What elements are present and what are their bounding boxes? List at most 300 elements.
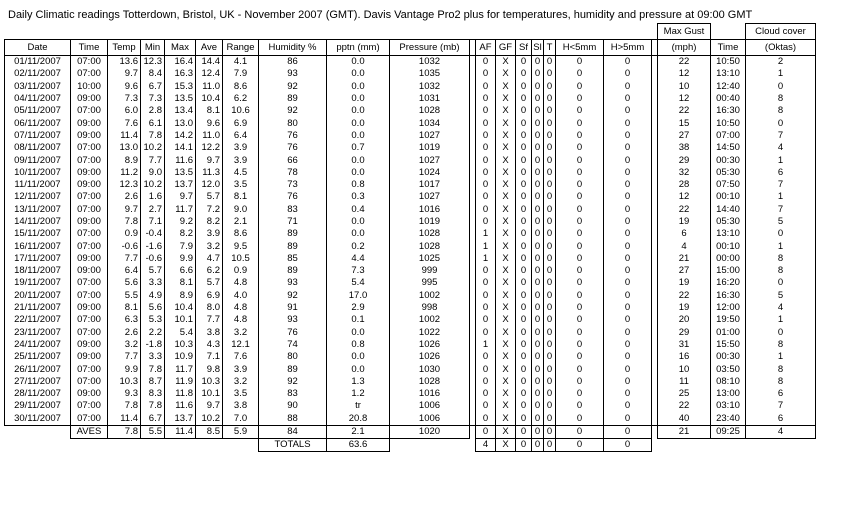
cell-sl: 0 <box>532 363 544 375</box>
cell-temp: 11.4 <box>108 413 141 426</box>
cell-af: 0 <box>476 179 496 191</box>
cell-sl: 0 <box>532 302 544 314</box>
cell-gust-time: 00:30 <box>711 351 746 363</box>
cell-humidity: 80 <box>259 351 327 363</box>
cell-sl: 0 <box>532 240 544 252</box>
cell-cloud: 7 <box>746 400 816 412</box>
cell-sf: 0 <box>516 400 532 412</box>
cell-min: 3.3 <box>141 277 165 289</box>
cell-pptn: 20.8 <box>327 413 390 426</box>
cell-gf: X <box>496 388 516 400</box>
cell-sl: 0 <box>532 327 544 339</box>
cell-ave: 12.2 <box>196 142 223 154</box>
cell-gust-time: 16:30 <box>711 290 746 302</box>
cell-range: 7.0 <box>223 413 259 426</box>
cell-humidity: 89 <box>259 93 327 105</box>
cell-min: 6.7 <box>141 413 165 426</box>
totals-t: 0 <box>544 438 556 451</box>
cell-t: 0 <box>544 216 556 228</box>
cell-ave: 10.3 <box>196 376 223 388</box>
cell-date: 26/11/2007 <box>5 363 71 375</box>
cell-af: 0 <box>476 204 496 216</box>
table-row <box>5 117 816 129</box>
cell-date: 11/11/2007 <box>5 179 71 191</box>
cell-max: 8.2 <box>165 228 196 240</box>
aves-pressure: 1020 <box>390 425 470 438</box>
cell-sl: 0 <box>532 228 544 240</box>
cell-min: -0.4 <box>141 228 165 240</box>
cell-ave: 3.9 <box>196 228 223 240</box>
cell-range: 12.1 <box>223 339 259 351</box>
cell-gust: 11 <box>658 376 711 388</box>
totals-gf: X <box>496 438 516 451</box>
header-max: Max <box>165 40 196 56</box>
table-row <box>5 265 816 277</box>
cell-humidity: 85 <box>259 253 327 265</box>
cell-time: 07:00 <box>71 142 108 154</box>
cell-humidity: 92 <box>259 376 327 388</box>
cell-cloud: 4 <box>746 302 816 314</box>
totals-h-lt-5mm: 0 <box>556 438 604 451</box>
cell-ave: 12.4 <box>196 68 223 80</box>
cell-h-gt-5mm: 0 <box>604 68 652 80</box>
cell-gf: X <box>496 228 516 240</box>
cell-gf: X <box>496 93 516 105</box>
cell-temp: 5.5 <box>108 290 141 302</box>
cell-humidity: 91 <box>259 302 327 314</box>
cell-t: 0 <box>544 363 556 375</box>
cell-time: 09:00 <box>71 216 108 228</box>
aves-h-gt-5mm: 0 <box>604 425 652 438</box>
cell-ave: 14.4 <box>196 56 223 69</box>
cell-max: 11.8 <box>165 388 196 400</box>
cell-min: 5.6 <box>141 302 165 314</box>
cell-time: 07:00 <box>71 56 108 69</box>
cell-gf: X <box>496 339 516 351</box>
cell-af: 0 <box>476 265 496 277</box>
cell-af: 0 <box>476 81 496 93</box>
cell-pressure: 1034 <box>390 117 470 129</box>
cell-gust: 16 <box>658 351 711 363</box>
cell-t: 0 <box>544 204 556 216</box>
cell-gust-time: 13:10 <box>711 68 746 80</box>
cell-time: 07:00 <box>71 314 108 326</box>
cell-pressure: 1025 <box>390 253 470 265</box>
cell-pptn: 0.0 <box>327 363 390 375</box>
cell-pressure: 1027 <box>390 154 470 166</box>
cell-af: 0 <box>476 154 496 166</box>
header-range: Range <box>223 40 259 56</box>
aves-af: 0 <box>476 425 496 438</box>
cell-h-gt-5mm: 0 <box>604 413 652 426</box>
header-sf: Sf <box>516 40 532 56</box>
cell-t: 0 <box>544 413 556 426</box>
table-row <box>5 388 816 400</box>
cell-pressure: 1028 <box>390 228 470 240</box>
cell-sl: 0 <box>532 290 544 302</box>
totals-pptn: 63.6 <box>327 438 390 451</box>
cell-min: 12.3 <box>141 56 165 69</box>
cell-time: 09:00 <box>71 351 108 363</box>
header-af: AF <box>476 40 496 56</box>
cell-max: 8.9 <box>165 290 196 302</box>
table-row <box>5 216 816 228</box>
cell-gust-time: 13:00 <box>711 388 746 400</box>
cell-h-lt-5mm: 0 <box>556 265 604 277</box>
cell-t: 0 <box>544 117 556 129</box>
header-pptn: pptn (mm) <box>327 40 390 56</box>
page-title: Daily Climatic readings Totterdown, Bristol, UK - November 2007 (GMT). Davis Vantage Pro2 plus for temperatures, humidity and pressure at 09:00 GMT <box>8 9 753 21</box>
cell-sl: 0 <box>532 265 544 277</box>
cell-range: 4.8 <box>223 302 259 314</box>
cell-t: 0 <box>544 240 556 252</box>
cell-range: 9.5 <box>223 240 259 252</box>
averages-row <box>5 425 816 438</box>
cell-gust-time: 14:50 <box>711 142 746 154</box>
cell-time: 07:00 <box>71 154 108 166</box>
cell-pressure: 995 <box>390 277 470 289</box>
cell-gust: 4 <box>658 240 711 252</box>
cell-max: 11.6 <box>165 154 196 166</box>
climate-table <box>4 23 816 452</box>
cell-h-lt-5mm: 0 <box>556 253 604 265</box>
cell-temp: 7.6 <box>108 117 141 129</box>
cell-cloud: 1 <box>746 314 816 326</box>
cell-time: 07:00 <box>71 105 108 117</box>
cell-range: 3.5 <box>223 179 259 191</box>
table-row <box>5 204 816 216</box>
header-cloud-unit: (Oktas) <box>746 40 816 56</box>
cell-cloud: 7 <box>746 179 816 191</box>
cell-ave: 7.7 <box>196 314 223 326</box>
cell-h-lt-5mm: 0 <box>556 413 604 426</box>
cell-gf: X <box>496 167 516 179</box>
cell-h-gt-5mm: 0 <box>604 314 652 326</box>
cell-time: 09:00 <box>71 167 108 179</box>
cell-gf: X <box>496 105 516 117</box>
cell-ave: 10.4 <box>196 93 223 105</box>
cell-min: 6.1 <box>141 117 165 129</box>
table-row <box>5 351 816 363</box>
table-row <box>5 93 816 105</box>
cell-min: 7.8 <box>141 363 165 375</box>
cell-min: 7.1 <box>141 216 165 228</box>
cell-af: 0 <box>476 351 496 363</box>
daily-rows <box>5 56 816 426</box>
cell-date: 19/11/2007 <box>5 277 71 289</box>
cell-date: 30/11/2007 <box>5 413 71 426</box>
cell-t: 0 <box>544 327 556 339</box>
cell-pressure: 1026 <box>390 339 470 351</box>
cell-range: 4.8 <box>223 277 259 289</box>
cell-pressure: 1016 <box>390 388 470 400</box>
cell-temp: 0.9 <box>108 228 141 240</box>
cell-temp: 9.3 <box>108 388 141 400</box>
cell-time: 09:00 <box>71 302 108 314</box>
cell-cloud: 0 <box>746 327 816 339</box>
aves-humidity: 84 <box>259 425 327 438</box>
cell-sf: 0 <box>516 228 532 240</box>
cell-h-lt-5mm: 0 <box>556 81 604 93</box>
cell-humidity: 89 <box>259 228 327 240</box>
cell-humidity: 76 <box>259 130 327 142</box>
cell-af: 0 <box>476 363 496 375</box>
cell-sl: 0 <box>532 314 544 326</box>
table-row <box>5 191 816 203</box>
cell-ave: 9.7 <box>196 400 223 412</box>
cell-h-gt-5mm: 0 <box>604 117 652 129</box>
cell-h-gt-5mm: 0 <box>604 339 652 351</box>
cell-pptn: 4.4 <box>327 253 390 265</box>
cell-temp: 6.3 <box>108 314 141 326</box>
cell-t: 0 <box>544 228 556 240</box>
cell-humidity: 73 <box>259 179 327 191</box>
cell-gf: X <box>496 413 516 426</box>
cell-temp: 5.6 <box>108 277 141 289</box>
cell-pptn: 0.8 <box>327 339 390 351</box>
cell-h-lt-5mm: 0 <box>556 154 604 166</box>
cell-af: 0 <box>476 277 496 289</box>
cell-t: 0 <box>544 56 556 69</box>
aves-pptn: 2.1 <box>327 425 390 438</box>
cell-pressure: 1016 <box>390 204 470 216</box>
aves-max: 11.4 <box>165 425 196 438</box>
cell-min: -1.8 <box>141 339 165 351</box>
cell-gust-time: 16:30 <box>711 105 746 117</box>
cell-date: 10/11/2007 <box>5 167 71 179</box>
cell-gf: X <box>496 142 516 154</box>
cell-sl: 0 <box>532 130 544 142</box>
cell-cloud: 0 <box>746 228 816 240</box>
cell-gust-time: 12:40 <box>711 81 746 93</box>
table-row <box>5 413 816 426</box>
cell-temp: 10.3 <box>108 376 141 388</box>
table-row <box>5 302 816 314</box>
cell-sf: 0 <box>516 117 532 129</box>
cell-h-gt-5mm: 0 <box>604 290 652 302</box>
cell-gust-time: 16:20 <box>711 277 746 289</box>
cell-gust: 29 <box>658 154 711 166</box>
cell-pptn: 0.0 <box>327 167 390 179</box>
cell-cloud: 8 <box>746 376 816 388</box>
aves-gust-time: 09:25 <box>711 425 746 438</box>
cell-sf: 0 <box>516 351 532 363</box>
cell-cloud: 5 <box>746 216 816 228</box>
cell-af: 0 <box>476 56 496 69</box>
cell-gf: X <box>496 154 516 166</box>
cell-t: 0 <box>544 265 556 277</box>
cell-gf: X <box>496 376 516 388</box>
cell-h-lt-5mm: 0 <box>556 191 604 203</box>
table-row <box>5 81 816 93</box>
cell-sf: 0 <box>516 154 532 166</box>
cell-max: 11.7 <box>165 363 196 375</box>
cell-gust-time: 15:50 <box>711 339 746 351</box>
cell-pptn: 0.0 <box>327 81 390 93</box>
cell-gust: 15 <box>658 117 711 129</box>
cell-max: 5.4 <box>165 327 196 339</box>
cell-h-lt-5mm: 0 <box>556 142 604 154</box>
table-row <box>5 240 816 252</box>
cell-h-lt-5mm: 0 <box>556 277 604 289</box>
cell-ave: 6.9 <box>196 290 223 302</box>
cell-sf: 0 <box>516 302 532 314</box>
cell-date: 01/11/2007 <box>5 56 71 69</box>
cell-pptn: 0.1 <box>327 314 390 326</box>
cell-t: 0 <box>544 142 556 154</box>
cell-h-lt-5mm: 0 <box>556 351 604 363</box>
header-min: Min <box>141 40 165 56</box>
cell-ave: 11.0 <box>196 130 223 142</box>
cell-h-lt-5mm: 0 <box>556 130 604 142</box>
cell-min: 1.6 <box>141 191 165 203</box>
cell-pptn: 5.4 <box>327 277 390 289</box>
cell-gf: X <box>496 216 516 228</box>
cell-gust-time: 05:30 <box>711 167 746 179</box>
cell-gf: X <box>496 314 516 326</box>
cell-sl: 0 <box>532 191 544 203</box>
cell-gf: X <box>496 253 516 265</box>
cell-h-gt-5mm: 0 <box>604 93 652 105</box>
cell-h-lt-5mm: 0 <box>556 216 604 228</box>
cell-t: 0 <box>544 93 556 105</box>
cell-af: 0 <box>476 105 496 117</box>
cell-range: 8.1 <box>223 191 259 203</box>
cell-sf: 0 <box>516 277 532 289</box>
cell-pressure: 1006 <box>390 413 470 426</box>
cell-gust: 29 <box>658 327 711 339</box>
table-row <box>5 376 816 388</box>
cell-pressure: 1024 <box>390 167 470 179</box>
cell-pressure: 1028 <box>390 376 470 388</box>
cell-sf: 0 <box>516 204 532 216</box>
cell-pptn: 0.0 <box>327 154 390 166</box>
cell-range: 3.2 <box>223 327 259 339</box>
totals-h-gt-5mm: 0 <box>604 438 652 451</box>
cell-temp: 13.6 <box>108 56 141 69</box>
cell-min: 2.7 <box>141 204 165 216</box>
cell-ave: 6.2 <box>196 265 223 277</box>
cell-ave: 3.8 <box>196 327 223 339</box>
cell-h-lt-5mm: 0 <box>556 56 604 69</box>
cell-cloud: 1 <box>746 68 816 80</box>
cell-gf: X <box>496 117 516 129</box>
cell-h-lt-5mm: 0 <box>556 388 604 400</box>
cell-range: 8.6 <box>223 81 259 93</box>
cell-max: 9.7 <box>165 191 196 203</box>
table-row <box>5 339 816 351</box>
cell-date: 15/11/2007 <box>5 228 71 240</box>
cell-ave: 8.2 <box>196 216 223 228</box>
cell-humidity: 86 <box>259 56 327 69</box>
cell-h-lt-5mm: 0 <box>556 327 604 339</box>
cell-h-lt-5mm: 0 <box>556 179 604 191</box>
aves-gf: X <box>496 425 516 438</box>
cell-time: 09:00 <box>71 93 108 105</box>
cell-gust: 28 <box>658 179 711 191</box>
table-row <box>5 314 816 326</box>
cell-h-gt-5mm: 0 <box>604 302 652 314</box>
cell-humidity: 66 <box>259 154 327 166</box>
cell-humidity: 80 <box>259 117 327 129</box>
cell-gust: 19 <box>658 216 711 228</box>
cell-af: 0 <box>476 142 496 154</box>
cell-time: 07:00 <box>71 376 108 388</box>
cell-af: 0 <box>476 327 496 339</box>
cell-sf: 0 <box>516 265 532 277</box>
cell-date: 05/11/2007 <box>5 105 71 117</box>
cell-range: 10.6 <box>223 105 259 117</box>
cell-gust: 22 <box>658 105 711 117</box>
cell-sf: 0 <box>516 240 532 252</box>
cell-gf: X <box>496 204 516 216</box>
header-ave: Ave <box>196 40 223 56</box>
cell-ave: 4.3 <box>196 339 223 351</box>
cell-gf: X <box>496 302 516 314</box>
cell-ave: 4.7 <box>196 253 223 265</box>
cell-min: -0.6 <box>141 253 165 265</box>
cell-sl: 0 <box>532 351 544 363</box>
cell-min: 10.2 <box>141 142 165 154</box>
cell-humidity: 88 <box>259 413 327 426</box>
cell-sf: 0 <box>516 363 532 375</box>
cell-pressure: 999 <box>390 265 470 277</box>
cell-gf: X <box>496 240 516 252</box>
cell-max: 6.6 <box>165 265 196 277</box>
cell-temp: 9.6 <box>108 81 141 93</box>
header-date: Date <box>5 40 71 56</box>
cell-gust-time: 13:10 <box>711 228 746 240</box>
cell-cloud: 4 <box>746 142 816 154</box>
cell-af: 0 <box>476 167 496 179</box>
cell-range: 3.8 <box>223 400 259 412</box>
table-row <box>5 327 816 339</box>
cell-h-lt-5mm: 0 <box>556 204 604 216</box>
cell-date: 08/11/2007 <box>5 142 71 154</box>
cell-pptn: 0.7 <box>327 142 390 154</box>
cell-gust: 40 <box>658 413 711 426</box>
cell-time: 07:00 <box>71 290 108 302</box>
cell-af: 0 <box>476 68 496 80</box>
cell-pressure: 1002 <box>390 314 470 326</box>
cell-pptn: 0.0 <box>327 56 390 69</box>
cell-gf: X <box>496 265 516 277</box>
cell-h-gt-5mm: 0 <box>604 351 652 363</box>
header-pressure: Pressure (mb) <box>390 40 470 56</box>
cell-h-gt-5mm: 0 <box>604 81 652 93</box>
cell-max: 13.5 <box>165 167 196 179</box>
cell-ave: 3.2 <box>196 240 223 252</box>
aves-label: AVES <box>71 425 108 438</box>
cell-temp: 7.8 <box>108 400 141 412</box>
cell-gust: 22 <box>658 400 711 412</box>
cell-range: 3.5 <box>223 388 259 400</box>
cell-gust-time: 00:00 <box>711 253 746 265</box>
cell-max: 10.3 <box>165 339 196 351</box>
cell-min: 4.9 <box>141 290 165 302</box>
cell-sl: 0 <box>532 376 544 388</box>
cell-date: 17/11/2007 <box>5 253 71 265</box>
cell-gf: X <box>496 56 516 69</box>
cell-temp: 11.4 <box>108 130 141 142</box>
cell-sf: 0 <box>516 179 532 191</box>
cell-range: 7.6 <box>223 351 259 363</box>
cell-date: 04/11/2007 <box>5 93 71 105</box>
aves-range: 5.9 <box>223 425 259 438</box>
cell-cloud: 8 <box>746 105 816 117</box>
cell-t: 0 <box>544 68 556 80</box>
cell-gust-time: 07:00 <box>711 130 746 142</box>
